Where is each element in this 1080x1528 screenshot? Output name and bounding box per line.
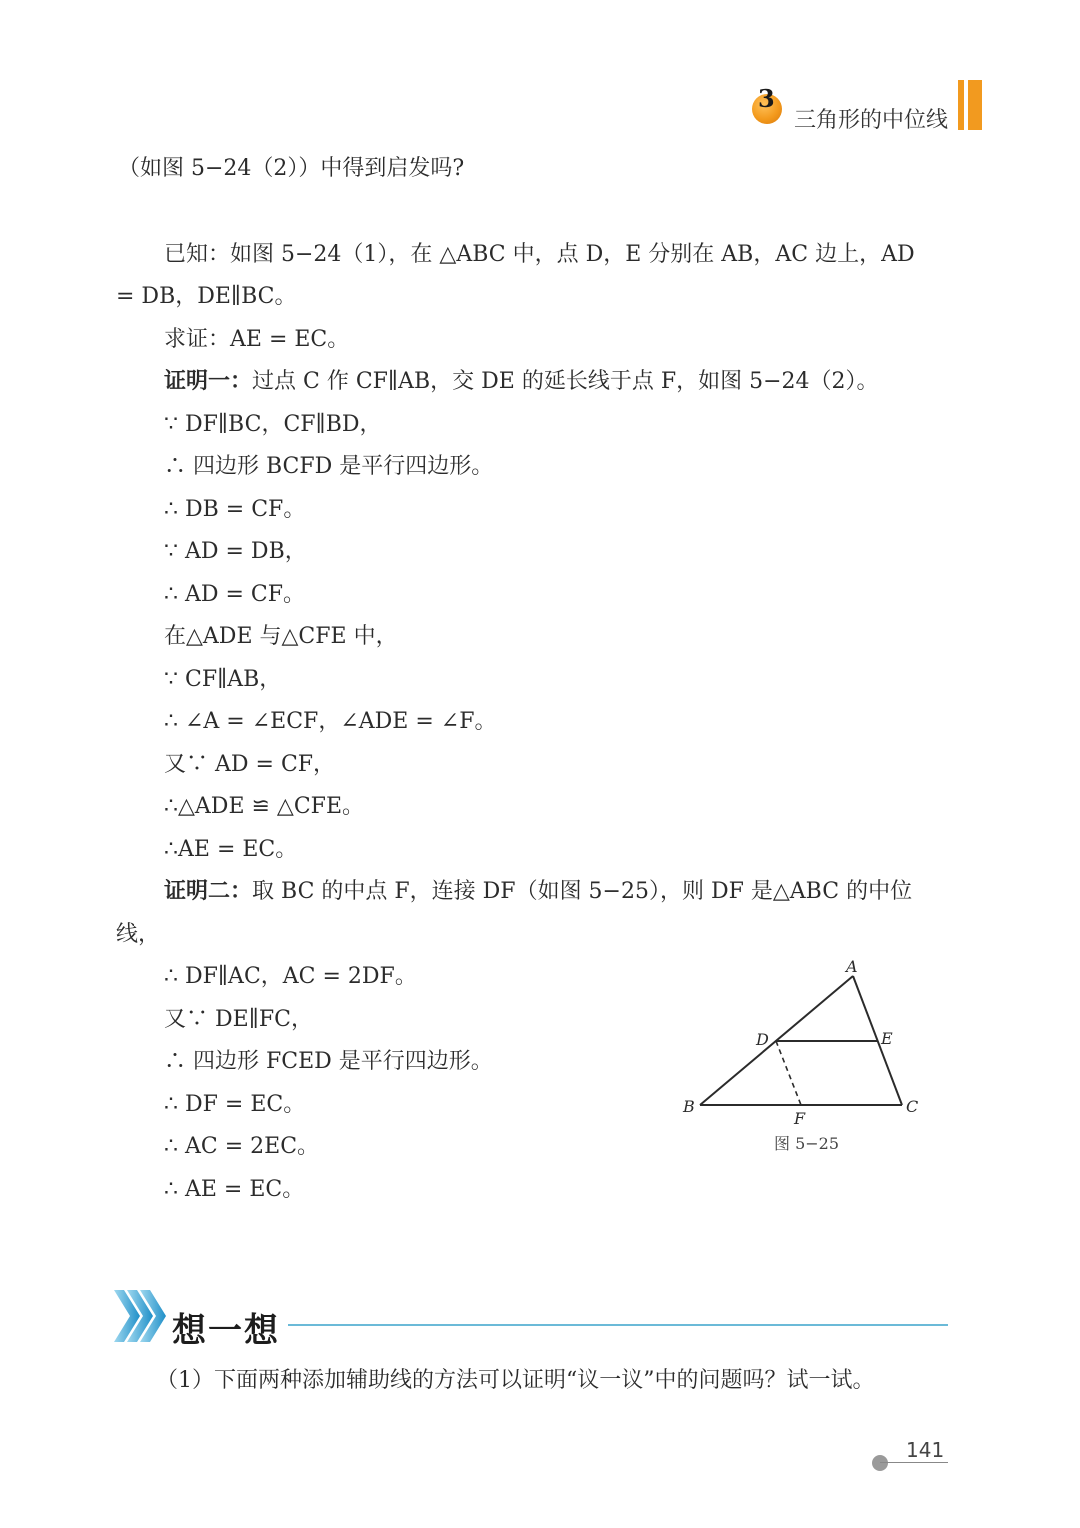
proof-step: 在△ADE 与△CFE 中，	[164, 624, 398, 649]
page-dot	[872, 1455, 888, 1471]
proof-step: ∵ CF∥AB，	[164, 667, 282, 692]
proof-one-label: 证明一：	[164, 369, 253, 394]
segment-df-dashed	[776, 1041, 801, 1105]
proof-two-label: 证明二：	[164, 879, 253, 904]
label-e: E	[881, 1029, 893, 1048]
label-d: D	[756, 1030, 769, 1049]
proof-step: ∴ AE = EC。	[164, 1177, 305, 1202]
proof-step: ∴AE = EC。	[164, 837, 298, 862]
proof-step: ∴ 四边形 FCED 是平行四边形。	[164, 1049, 493, 1074]
section-divider	[288, 1324, 948, 1326]
proof-step: ∵ DF∥BC，CF∥BD，	[164, 412, 382, 437]
header-bar-thick	[968, 80, 982, 130]
proof-step: 又∵ AD = CF，	[164, 752, 336, 777]
proof-step: ∵ AD = DB，	[164, 539, 307, 564]
proof-one-line	[164, 367, 879, 397]
header-bar-thin	[958, 80, 964, 130]
proof-two-head-cont: 线，	[116, 922, 161, 947]
figure-caption: 图 5−25	[774, 1134, 840, 1153]
section-question: （1）下面两种添加辅助线的方法可以证明“议一议”中的问题吗？试一试。	[156, 1368, 875, 1393]
proof-step: 又∵ DE∥FC，	[164, 1007, 313, 1032]
proof-two-line	[164, 877, 912, 907]
label-f: F	[794, 1109, 806, 1128]
section-title: 想一想	[172, 1311, 280, 1351]
proof-step: ∴ DF∥AC，AC = 2DF。	[164, 964, 417, 989]
label-c: C	[906, 1097, 919, 1116]
proof-step: ∴ ∠A = ∠ECF，∠ADE = ∠F。	[164, 709, 497, 734]
proof-step: ∴ 四边形 BCFD 是平行四边形。	[164, 454, 494, 479]
proof-two-head: 取 BC 的中点 F，连接 DF（如图 5−25），则 DF 是△ABC 的中位	[252, 879, 913, 904]
intro-line: （如图 5−24（2））中得到启发吗?	[118, 156, 465, 181]
proof-one-head: 过点 C 作 CF∥AB，交 DE 的延长线于点 F，如图 5−24（2）。	[252, 369, 879, 394]
page-rule	[880, 1462, 948, 1463]
proof-step: ∴ DF = EC。	[164, 1092, 306, 1117]
page-number: 141	[906, 1438, 945, 1462]
given-line-1: 已知：如图 5−24（1），在 △ABC 中，点 D，E 分别在 AB，AC 边上，AD	[164, 242, 915, 267]
proof-step: ∴ DB = CF。	[164, 497, 306, 522]
label-b: B	[683, 1097, 695, 1116]
to-prove-line: 求证：AE = EC。	[164, 327, 350, 352]
chapter-number: 3	[758, 84, 775, 113]
proof-step: ∴ AD = CF。	[164, 582, 306, 607]
given-line-2: = DB，DE∥BC。	[116, 284, 297, 309]
proof-step: ∴ AC = 2EC。	[164, 1134, 320, 1159]
chevrons-icon	[112, 1288, 168, 1344]
proof-step: ∴△ADE ≌ △CFE。	[164, 794, 364, 819]
label-a: A	[846, 957, 858, 976]
geometry-figure	[670, 950, 940, 1160]
chapter-title: 三角形的中位线	[794, 108, 949, 133]
